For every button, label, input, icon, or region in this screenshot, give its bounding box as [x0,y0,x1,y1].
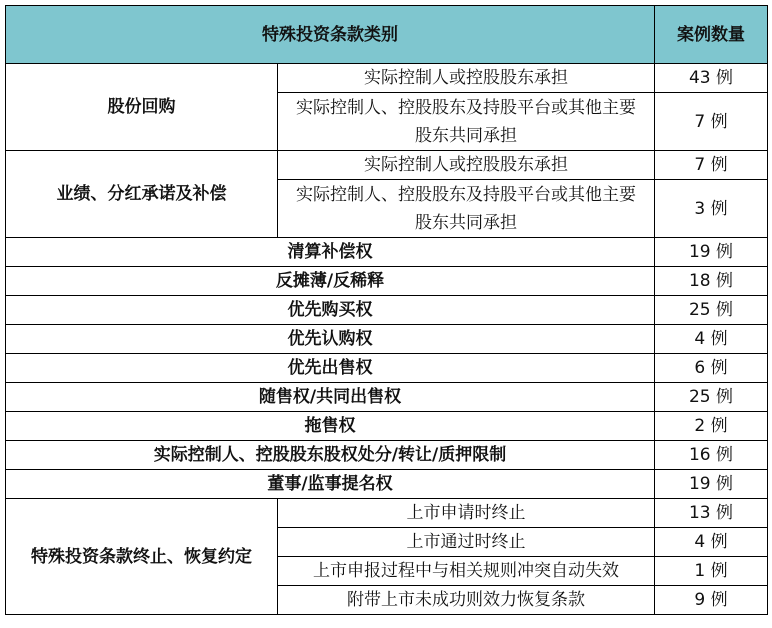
case-count: 18 例 [655,267,768,296]
case-count: 4 例 [655,528,768,557]
category-label: 反摊薄/反稀释 [6,267,655,296]
case-count: 19 例 [655,470,768,499]
table-row [6,238,768,267]
case-count: 4 例 [655,325,768,354]
sub-item-desc: 上市申报过程中与相关规则冲突自动失效 [278,557,655,586]
sub-item-desc: 实际控制人、控股股东及持股平台或其他主要股东共同承担 [278,180,655,238]
case-count: 1 例 [655,557,768,586]
header-row [6,6,768,64]
category-label: 实际控制人、控股股东股权处分/转让/质押限制 [6,441,655,470]
category-label: 随售权/共同出售权 [6,383,655,412]
table-row [6,470,768,499]
case-count: 7 例 [655,151,768,180]
table-row [6,441,768,470]
table-row [6,267,768,296]
case-count: 3 例 [655,180,768,238]
sub-item-desc: 实际控制人、控股股东及持股平台或其他主要股东共同承担 [278,93,655,151]
sub-item-desc: 附带上市未成功则效力恢复条款 [278,586,655,615]
category-label: 拖售权 [6,412,655,441]
table-row [6,412,768,441]
table-row [6,64,768,93]
category-label: 优先出售权 [6,354,655,383]
case-count: 13 例 [655,499,768,528]
case-count: 19 例 [655,238,768,267]
case-count: 25 例 [655,383,768,412]
case-count: 25 例 [655,296,768,325]
case-count: 9 例 [655,586,768,615]
category-label: 清算补偿权 [6,238,655,267]
case-count: 16 例 [655,441,768,470]
case-count: 2 例 [655,412,768,441]
table-row [6,151,768,180]
sub-item-desc: 上市申请时终止 [278,499,655,528]
table-row [6,499,768,528]
header-category: 特殊投资条款类别 [6,6,655,64]
category-label: 优先认购权 [6,325,655,354]
group-label-buyback: 股份回购 [6,64,278,151]
case-count: 6 例 [655,354,768,383]
category-label: 董事/监事提名权 [6,470,655,499]
sub-item-desc: 实际控制人或控股股东承担 [278,151,655,180]
case-count: 43 例 [655,64,768,93]
group-label-performance: 业绩、分红承诺及补偿 [6,151,278,238]
table-row [6,296,768,325]
case-count: 7 例 [655,93,768,151]
group-label-termination: 特殊投资条款终止、恢复约定 [6,499,278,615]
investment-terms-table [5,5,768,615]
header-count: 案例数量 [655,6,768,64]
sub-item-desc: 上市通过时终止 [278,528,655,557]
sub-item-desc: 实际控制人或控股股东承担 [278,64,655,93]
table-row [6,383,768,412]
category-label: 优先购买权 [6,296,655,325]
table-row [6,354,768,383]
table-row [6,325,768,354]
